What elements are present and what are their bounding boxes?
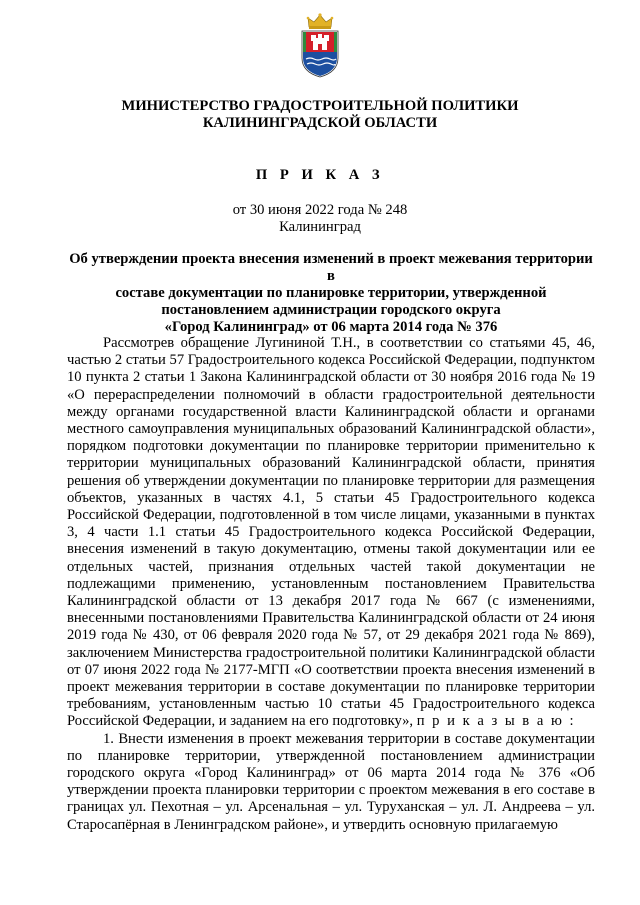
order-body	[67, 335, 595, 834]
decree-word: п р и к а з ы в а ю :	[416, 713, 576, 730]
order-date: от 30 июня 2022 года № 248	[232, 202, 408, 218]
preamble-paragraph	[67, 335, 595, 731]
subject-line-2: составе документации по планировке территории, утвержденной	[115, 285, 547, 301]
item-1-paragraph: 1. Внести изменения в проект межевания территории в составе документации по планировке территории, утвержденной постановлением администрации городского округа «Город Калининград» от 06 марта 2014 года № 376 «Об утверждении проекта планировки территории с проектом межевания в его составе в границах ул. Пехотная – ул. Арсенальная – ул. Туруханская – ул. Л. Андреева – ул. Старосапёрная в Ленинградском районе», и утвердить основную прилагаемую	[67, 730, 595, 833]
subject-line-3: постановлением администрации городского округа	[161, 302, 501, 318]
order-title: П Р И К А З	[255, 167, 385, 183]
order-subject	[66, 251, 596, 336]
order-city: Калининград	[279, 219, 361, 235]
ministry-line-1: МИНИСТЕРСТВО ГРАДОСТРОИТЕЛЬНОЙ ПОЛИТИКИ	[121, 98, 519, 114]
preamble-text: Рассмотрев обращение Лугининой Т.Н., в соответствии со статьями 45, 46, частью 2 статьи 57 Градостроительного кодекса Российской Федерации, подпунктом 10 пункта 2 статьи 1 Закона Калининградской области от 30 ноября 2016 года № 19 «О перераспределении полномочий в области градостроительной деятельности между органами государственной власти Калининградской области и органами местного самоуправления муниципальных образований Калининградской области», порядком подготовки документации по планировке территории применительно к территории муниципальных образований Калининградской области, принятия решения об утверждении документации по планировке территории для размещения объектов, указанных в частях 4.1, 5 статьи 45 Градостроительного кодекса Российской Федерации, подготовленной в том числе лицами, указанными в пунктах 3, 4 части 1.1 статьи 45 Градостроительного кодекса Российской Федерации, внесения изменений в такую документацию, отмены такой документации или ее отдельных частей, признания отдельных частей такой документации не подлежащими применению, установленным постановлением Правительства Калининградской области от 13 декабря 2017 года № 667 (с изменениями, внесенными постановлениями Правительства Калининградской области от 24 июня 2019 года № 430, от 06 февраля 2020 года № 57, от 29 декабря 2021 года № 869), заключением Министерства градостроительной политики Калининградской области от 07 июня 2022 года № 2177-МГП «О соответствии проекта внесения изменений в проект межевания территории в составе документации по планировке территории требованиям, установленным частью 10 статьи 45 Градостроительного кодекса Российской Федерации, и заданием на его подготовку»,	[67, 335, 595, 730]
subject-line-4: «Город Калининград» от 06 марта 2014 года № 376	[164, 319, 498, 335]
ministry-name	[0, 98, 640, 132]
coat-of-arms-icon	[298, 12, 342, 78]
ministry-line-2: КАЛИНИНГРАДСКОЙ ОБЛАСТИ	[202, 115, 438, 131]
subject-line-1: Об утверждении проекта внесения изменений в проект межевания территории в	[69, 251, 593, 284]
